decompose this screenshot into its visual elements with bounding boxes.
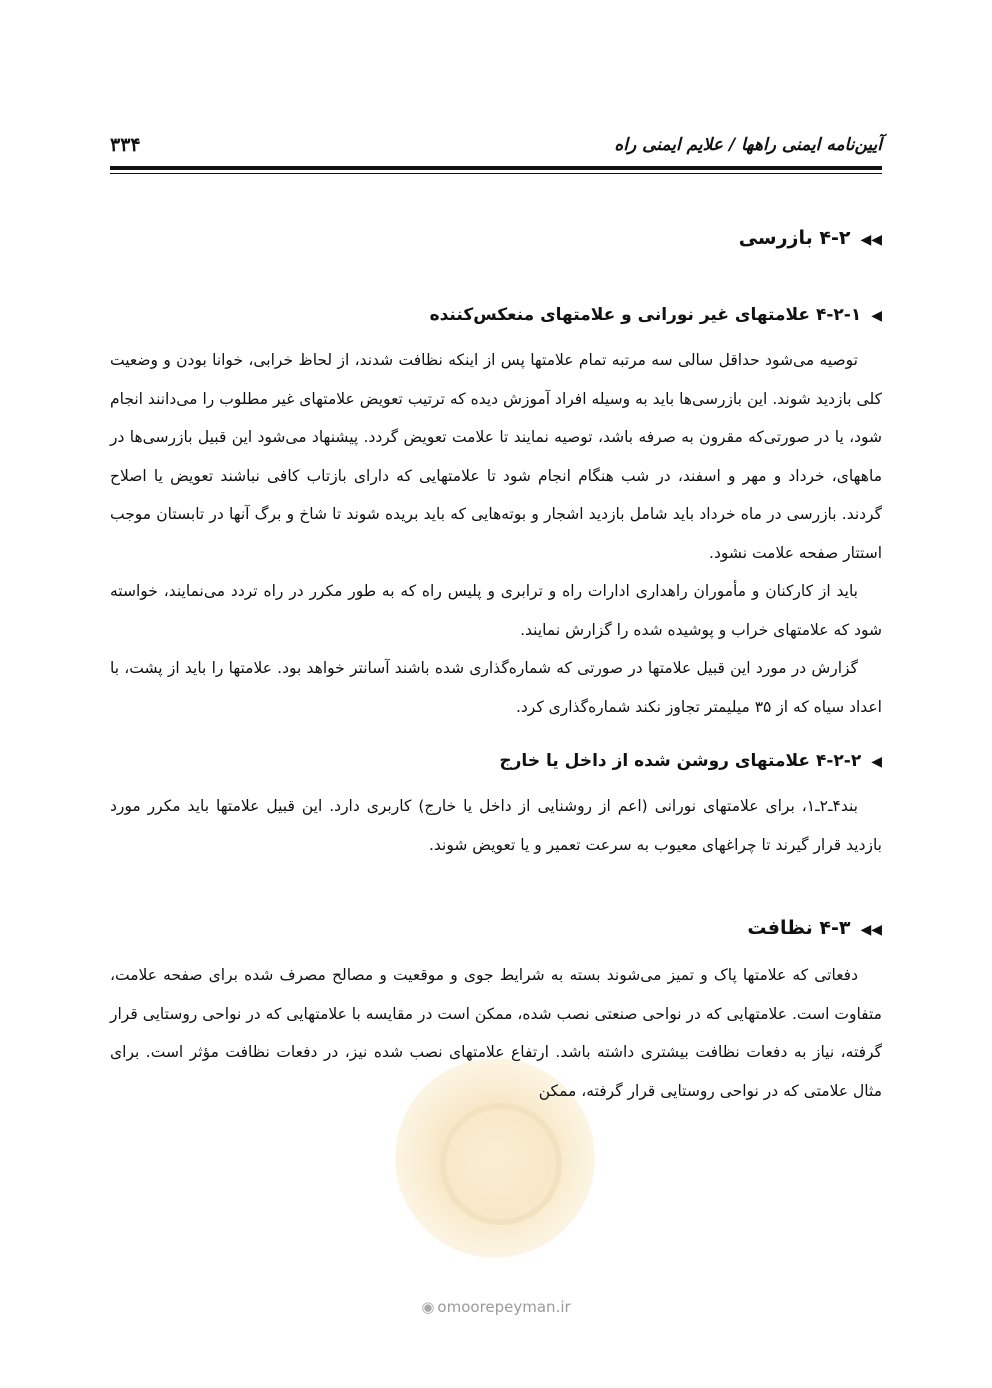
paragraph: توصیه می‌شود حداقل سالی سه مرتبه تمام علامتها پس از اینکه نظافت شدند، از لحاظ خرابی، خوانا بودن و وضعیت کلی بازدید شوند. این بازرسی‌ها باید به وسیله افراد آموزش دیده که ترتیب تعویض علامتهای غیر مطلوب را می‌دانند انجام شود، یا در صورتی‌که مقرون به صرفه باشد، توصیه نمایند تا علامت تعویض گردد. پیشنهاد می‌شود این قبیل بازرسی‌ها در ماههای، خرداد و مهر و اسفند، در شب هنگام انجام شود تا علامتهایی که دارای بازتاب کافی نباشند تعویض یا اصلاح گردند. بازرسی در ماه خرداد باید شامل بازدید اشجار و بوته‌هایی که باید بریده شوند تا شاخ و برگ آنها در تابستان موجب استتار صفحه علامت نشود. bbox=[110, 351, 882, 562]
header-title: آیین‌نامه ایمنی راهها / علایم ایمنی راه bbox=[614, 135, 882, 155]
section-heading-text: ۴-۳ نظافت bbox=[747, 917, 851, 939]
paragraph: باید از کارکنان و مأموران راهداری ادارات راه و ترابری و پلیس راه که به طور مکرر در راه تردد می‌نمایند، خواسته شود که علامتهای خراب و پوشیده شده را گزارش نمایند. bbox=[110, 582, 882, 639]
subsection-heading-text: ۴-۲-۱ علامتهای غیر نورانی و علامتهای منعکس‌کننده bbox=[429, 305, 862, 325]
page-number: ۳۳۴ bbox=[110, 134, 141, 156]
subsection-heading-4-2-2 bbox=[110, 744, 882, 779]
double-arrow-icon: ◀◀ bbox=[860, 922, 882, 938]
double-arrow-icon: ◀◀ bbox=[860, 232, 882, 248]
watermark-site bbox=[0, 1298, 992, 1316]
watermark-site-text: omoorepeyman.ir bbox=[437, 1298, 571, 1316]
paragraph: دفعاتی که علامتها پاک و تمیز می‌شوند بسته به شرایط جوی و موقعیت و مصالح مصرف شده برای صفحه علامت، متفاوت است. علامتهایی که در نواحی صنعتی نصب شده، ممکن است در مقایسه با علامتهایی که در نواحی روستایی قرار گرفته، نیاز به دفعات نظافت بیشتری داشته باشد. ارتفاع علامتهای نصب شده نیز، در دفعات نظافت مؤثر است. برای مثال علامتی که در نواحی روستایی قرار گرفته، ممکن bbox=[110, 966, 882, 1100]
header-rule-thick bbox=[110, 166, 882, 170]
section-heading-4-2 bbox=[110, 220, 882, 258]
subsection-heading-text: ۴-۲-۲ علامتهای روشن شده از داخل یا خارج bbox=[499, 751, 862, 771]
arrow-icon: ◀ bbox=[871, 308, 882, 324]
arrow-icon: ◀ bbox=[871, 754, 882, 770]
watermark-ring bbox=[440, 1103, 562, 1225]
running-header bbox=[110, 128, 882, 162]
globe-icon: ◉ bbox=[421, 1298, 435, 1316]
paragraph: بند۴ـ۲ـ۱، برای علامتهای نورانی (اعم از روشنایی از داخل یا خارج) کاربری دارد. این قبیل علامتها باید مکرر مورد بازدید قرار گیرند تا چراغهای معیوب به سرعت تعمیر و یا تعویض شوند. bbox=[110, 797, 882, 854]
paragraph: گزارش در مورد این قبیل علامتها در صورتی که شماره‌گذاری شده باشند آسانتر خواهد بود. علامتها را باید از پشت، با اعداد سیاه که از ۳۵ میلیمتر تجاوز نکند شماره‌گذاری کرد. bbox=[110, 659, 882, 716]
section-heading-text: ۴-۲ بازرسی bbox=[738, 227, 851, 249]
section-heading-4-3 bbox=[110, 910, 882, 948]
subsection-heading-4-2-1 bbox=[110, 298, 882, 333]
header-rule-thin bbox=[110, 173, 882, 174]
page-content bbox=[110, 196, 882, 1110]
